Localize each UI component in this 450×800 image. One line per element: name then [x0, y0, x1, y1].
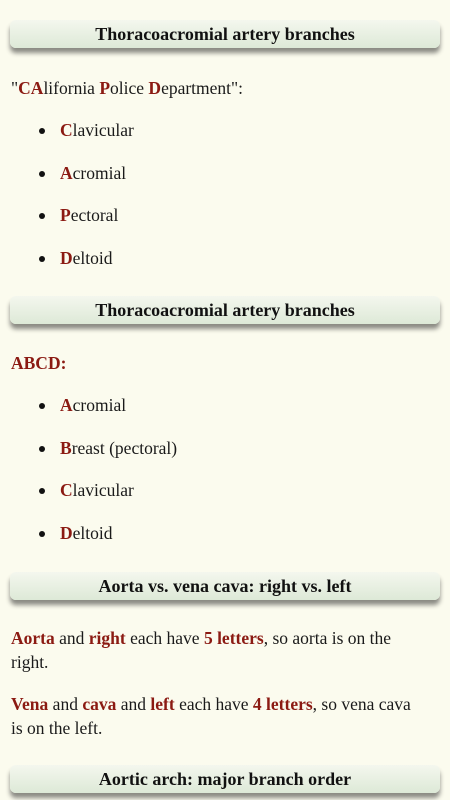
text: each have: [125, 628, 204, 648]
item-text: cromial: [72, 162, 127, 183]
list-item: [0, 436, 450, 479]
keyword: left: [150, 694, 175, 714]
mnemonic-text: lifornia: [43, 78, 100, 98]
bullet-icon: [39, 213, 45, 219]
section-header-aortic-arch: Aortic arch: major branch order: [10, 765, 440, 793]
mnemonic-letter: D: [148, 78, 162, 98]
keyword: Vena: [11, 694, 49, 714]
list-item: [0, 246, 450, 289]
text: each have: [174, 694, 253, 714]
text: and: [116, 694, 151, 714]
mnemonic-text: epartment":: [161, 78, 244, 98]
bullet-icon: [39, 403, 45, 409]
branch-list-2: [0, 393, 450, 563]
aorta-paragraph: [11, 626, 421, 674]
bullet-icon: [39, 256, 45, 262]
bullet-icon: [39, 531, 45, 537]
mnemonic-letter: B: [60, 437, 72, 458]
item-text: lavicular: [72, 480, 134, 500]
item-text: ectoral: [70, 205, 119, 225]
mnemonic-letter: D: [60, 522, 73, 543]
mnemonic-letter: C: [60, 120, 73, 140]
mnemonic-intro-california: [11, 76, 421, 100]
vena-cava-paragraph: [11, 692, 421, 740]
mnemonic-letter: A: [60, 395, 73, 415]
list-item: [0, 478, 450, 521]
section-header-aorta-vena-cava: Aorta vs. vena cava: right vs. left: [10, 572, 440, 600]
mnemonic-letter: P: [60, 205, 71, 225]
keyword: cava: [82, 694, 117, 714]
text: and: [48, 694, 83, 714]
item-text: cromial: [72, 395, 127, 415]
text: , so vena cava is on the left.: [11, 694, 411, 738]
bullet-icon: [39, 128, 45, 134]
mnemonic-letter: A: [60, 162, 73, 183]
list-item: [0, 203, 450, 246]
text: , so aorta is on the right.: [11, 628, 392, 672]
list-item: [0, 521, 450, 564]
keyword: 4 letters: [252, 694, 313, 714]
quote-mark: ": [11, 78, 19, 98]
keyword: Aorta: [11, 628, 55, 648]
list-item: [0, 161, 450, 204]
item-text: reast (pectoral): [71, 437, 178, 458]
keyword: right: [88, 628, 126, 648]
mnemonic-letter: CA: [18, 78, 44, 98]
bullet-icon: [39, 171, 45, 177]
list-item: [0, 393, 450, 436]
item-text: lavicular: [72, 120, 134, 140]
section-header-thoracoacromial-1: Thoracoacromial artery branches: [10, 20, 440, 48]
mnemonic-label: ABCD:: [11, 353, 67, 373]
bullet-icon: [39, 488, 45, 494]
section-header-thoracoacromial-2: Thoracoacromial artery branches: [10, 296, 440, 324]
item-text: eltoid: [72, 522, 113, 543]
keyword: 5 letters: [203, 628, 264, 648]
mnemonic-intro-abcd: [11, 351, 421, 375]
mnemonic-text: olice: [110, 78, 149, 98]
mnemonic-letter: P: [99, 78, 111, 98]
text: and: [54, 628, 89, 648]
mnemonic-letter: C: [60, 480, 73, 500]
mnemonic-letter: D: [60, 247, 73, 268]
list-item: [0, 118, 450, 161]
bullet-icon: [39, 446, 45, 452]
branch-list-1: [0, 118, 450, 288]
item-text: eltoid: [72, 247, 113, 268]
